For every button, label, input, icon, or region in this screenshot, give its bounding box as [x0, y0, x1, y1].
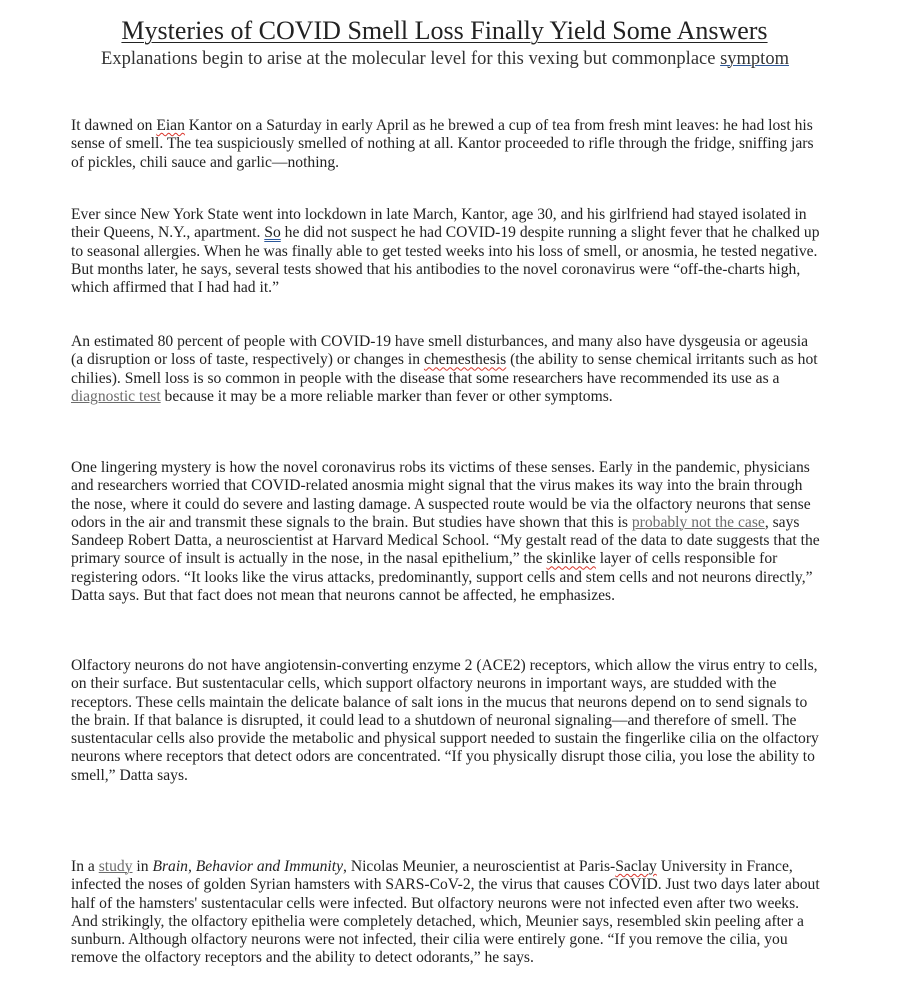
p2-text-b: he did not suspect he had COVID-19 despite running a slight fever that he chalked up to seasonal allergies. When he was finally able to get tested weeks into his loss of smell, or anosmia, he tested negative. But months later, he says, several tests showed that his antibodies to the novel coronavirus were “off-the-charts high, which affirmed that I had had it.”	[71, 224, 820, 297]
diagnostic-test-link[interactable]: diagnostic test	[71, 387, 161, 405]
p2-text-a: Ever since New York State went into lockdown in late March, Kantor, age 30, and his girlfriend had stayed isolated in their Queens, N.Y., apartment.	[71, 206, 807, 242]
spelling-flag-eian[interactable]: Eian	[156, 117, 185, 134]
p6-text-c: , Nicolas Meunier, a neuroscientist at Paris-	[343, 858, 616, 875]
p6-text-b: in	[132, 858, 153, 875]
article-title: Mysteries of COVID Smell Loss Finally Yield Some Answers	[121, 16, 768, 45]
spelling-flag-skinlike[interactable]: skinlike	[546, 550, 596, 568]
p1-text-b: Kantor on a Saturday in early April as he brewed a cup of tea from fresh mint leaves: he had lost his sense of smell. The tea suspiciously smelled of nothing at all. Kantor proceeded to rifle through the fridge, sniffing jars of pickles, chili sauce and garlic—nothing.	[71, 117, 814, 171]
paragraph-3	[71, 333, 823, 406]
p1-text-a: It dawned on	[71, 117, 157, 134]
article-subtitle	[90, 48, 800, 71]
p4-text-a: One lingering mystery is how the novel coronavirus robs its victims of these senses. Early in the pandemic, physicians and researchers worried that COVID-related anosmia might signal that the virus makes its way into the brain through the nose, where it could do severe and lasting damage. A suspected route would be via the olfactory neurons that sense odors in the air and transmit these signals to the brain. But studies have shown that this is	[71, 459, 811, 531]
grammar-flag-so[interactable]: So	[264, 224, 281, 242]
p4-text-c: layer of cells responsible for registering odors. “It looks like the virus attacks, predominantly, support cells and stem cells and not neurons directly,” Datta says. But that fact does not mean that neurons cannot be affected, he emphasizes.	[71, 550, 813, 605]
subtitle-symptom-link[interactable]: symptom	[720, 49, 789, 69]
paragraph-2	[71, 206, 823, 297]
spelling-flag-saclay[interactable]: Saclay	[615, 858, 657, 875]
p3-text-c: because it may be a more reliable marker than fever or other symptoms.	[160, 387, 613, 405]
probably-not-the-case-link[interactable]: probably not the case	[631, 513, 765, 531]
p4-text-b: , says Sandeep Robert Datta, a neuroscientist at Harvard Medical School. “My gestalt read of the data to date suggests that the primary source of insult is actually in the nose, in the nasal epithelium,” the	[71, 513, 820, 568]
p6-text-d: University in France, infected the noses of golden Syrian hamsters with SARS-CoV-2, the virus that causes COVID. Just two days later about half of the hamsters' sustentacular cells were infected. But olfactory neurons were not infected even after two weeks. And strikingly, the olfactory epithelia were completely detached, which, Meunier says, resembled skin peeling after a sunburn. Although olfactory neurons were not infected, their cilia were entirely gone. “If you remove the cilia, you remove the olfactory receptors and the ability to detect odorants,” he says.	[71, 858, 820, 967]
p3-text-a: An estimated 80 percent of people with COVID-19 have smell disturbances, and many also have dysgeusia or ageusia (a disruption or loss of taste, respectively) or changes in	[71, 333, 809, 369]
journal-name: Brain, Behavior and Immunity	[152, 858, 344, 875]
paragraph-6	[71, 858, 823, 968]
paragraph-1	[71, 117, 823, 172]
paragraph-4	[71, 459, 823, 605]
paragraph-5: Olfactory neurons do not have angiotensin-converting enzyme 2 (ACE2) receptors, which allow the virus entry to cells, on their surface. But sustentacular cells, which support olfactory neurons in important ways, are studded with the receptors. These cells maintain the delicate balance of salt ions in the mucus that neurons depend on to send signals to the brain. If that balance is disrupted, it could lead to a shutdown of neuronal signaling—and therefore of smell. The sustentacular cells also provide the metabolic and physical support needed to sustain the fingerlike cilia on the olfactory neurons where receptors that detect odors are concentrated. “If you physically disrupt those cilia, you lose the ability to smell,” Datta says.	[71, 657, 819, 784]
subtitle-text: Explanations begin to arise at the molecular level for this vexing but commonplace	[101, 49, 721, 69]
study-link[interactable]: study	[98, 858, 133, 875]
spelling-flag-chemesthesis[interactable]: chemesthesis	[423, 351, 507, 369]
p3-text-b: (the ability to sense chemical irritants such as hot chilies). Smell loss is so common in people with the disease that some researchers have recommended its use as a	[71, 351, 818, 387]
p6-text-a: In a	[71, 858, 99, 875]
